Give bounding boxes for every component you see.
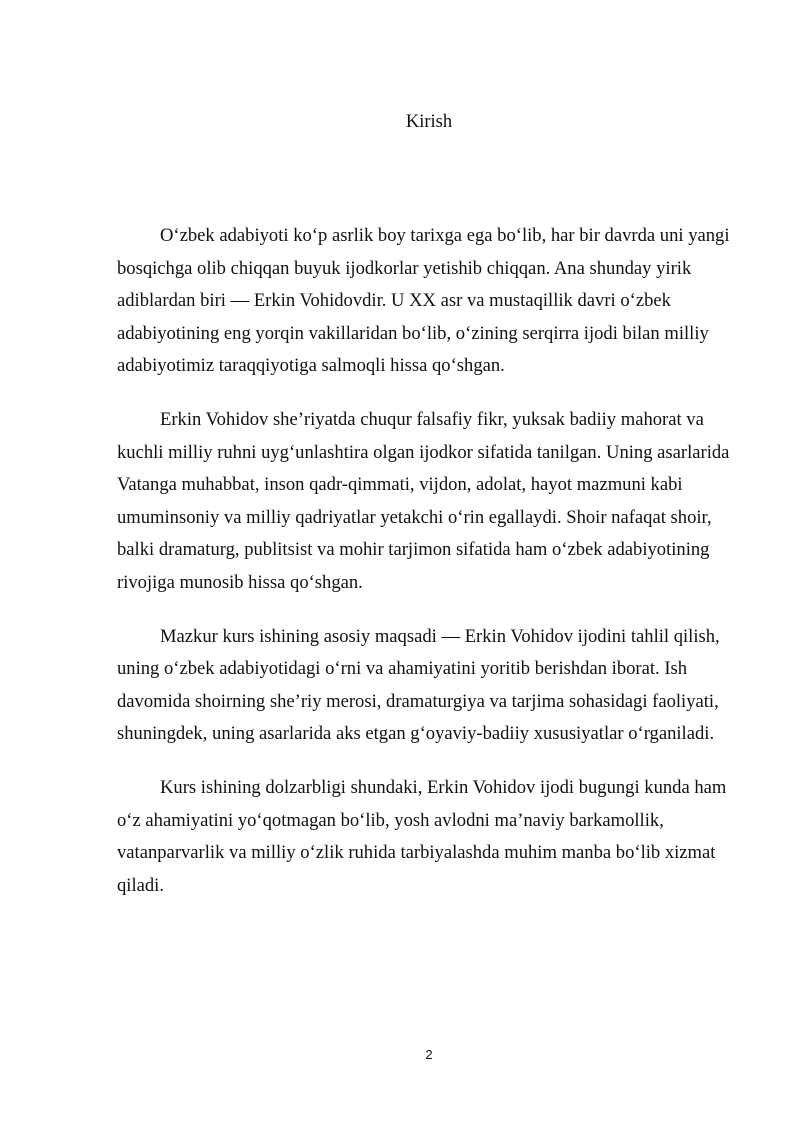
text-line: Vatanga muhabbat, inson qadr-qimmati, vijdon, adolat, hayot mazmuni kabi — [117, 474, 683, 496]
text-line: shuningdek, uning asarlarida aks etgan g‘oyaviy-badiiy xususiyatlar o‘rganiladi. — [117, 723, 715, 745]
text-line: Mazkur kurs ishining asosiy maqsadi — Erkin Vohidov ijodini tahlil qilish, — [160, 625, 720, 647]
text-line: rivojiga munosib hissa qo‘shgan. — [117, 571, 363, 593]
paragraph-3 — [117, 621, 737, 751]
text-line: adiblardan biri — Erkin Vohidovdir. U XX asr va mustaqillik davri o‘zbek — [117, 290, 671, 312]
text-line: o‘z ahamiyatini yo‘qotmagan bo‘lib, yosh avlodni ma’naviy barkamollik, — [117, 809, 664, 831]
text-line: O‘zbek adabiyoti ko‘p asrlik boy tarixga ega bo‘lib, har bir davrda uni yangi — [160, 225, 730, 246]
text-line: davomida shoirning she’riy merosi, dramaturgiya va tarjima sohasidagi faoliyati, — [117, 690, 719, 712]
page-title: Kirish — [405, 112, 453, 132]
paragraph-1 — [117, 220, 737, 383]
text-line: adabiyotining eng yorqin vakillaridan bo‘lib, o‘zining serqirra ijodi bilan milliy — [117, 322, 709, 344]
text-line: vatanparvarlik va milliy o‘zlik ruhida tarbiyalashda muhim manba bo‘lib xizmat — [117, 842, 716, 864]
text-line: Erkin Vohidov she’riyatda chuqur falsafiy fikr, yuksak badiiy mahorat va — [160, 408, 704, 430]
text-line: qiladi. — [117, 874, 164, 896]
paragraph-2 — [117, 404, 737, 600]
body-text — [117, 220, 737, 923]
text-line: balki dramaturg, publitsist va mohir tarjimon sifatida ham o‘zbek adabiyotining — [117, 539, 710, 561]
paragraph-4 — [117, 772, 737, 902]
text-line: kuchli milliy ruhni uyg‘unlashtira olgan ijodkor sifatida tanilgan. Uning asarlarida — [117, 441, 730, 463]
text-line: adabiyotimiz taraqqiyotiga salmoqli hissa qo‘shgan. — [117, 355, 505, 377]
text-line: bosqichga olib chiqqan buyuk ijodkorlar yetishib chiqqan. Ana shunday yirik — [117, 257, 692, 279]
text-line: Kurs ishining dolzarbligi shundaki, Erkin Vohidov ijodi bugungi kunda ham — [160, 776, 727, 798]
text-line: uning o‘zbek adabiyotidagi o‘rni va ahamiyatini yoritib berishdan iborat. Ish — [117, 658, 688, 680]
text-line: umuminsoniy va milliy qadriyatlar yetakchi o‘rin egallaydi. Shoir nafaqat shoir, — [117, 506, 712, 528]
page-number: 2 — [425, 1047, 433, 1062]
